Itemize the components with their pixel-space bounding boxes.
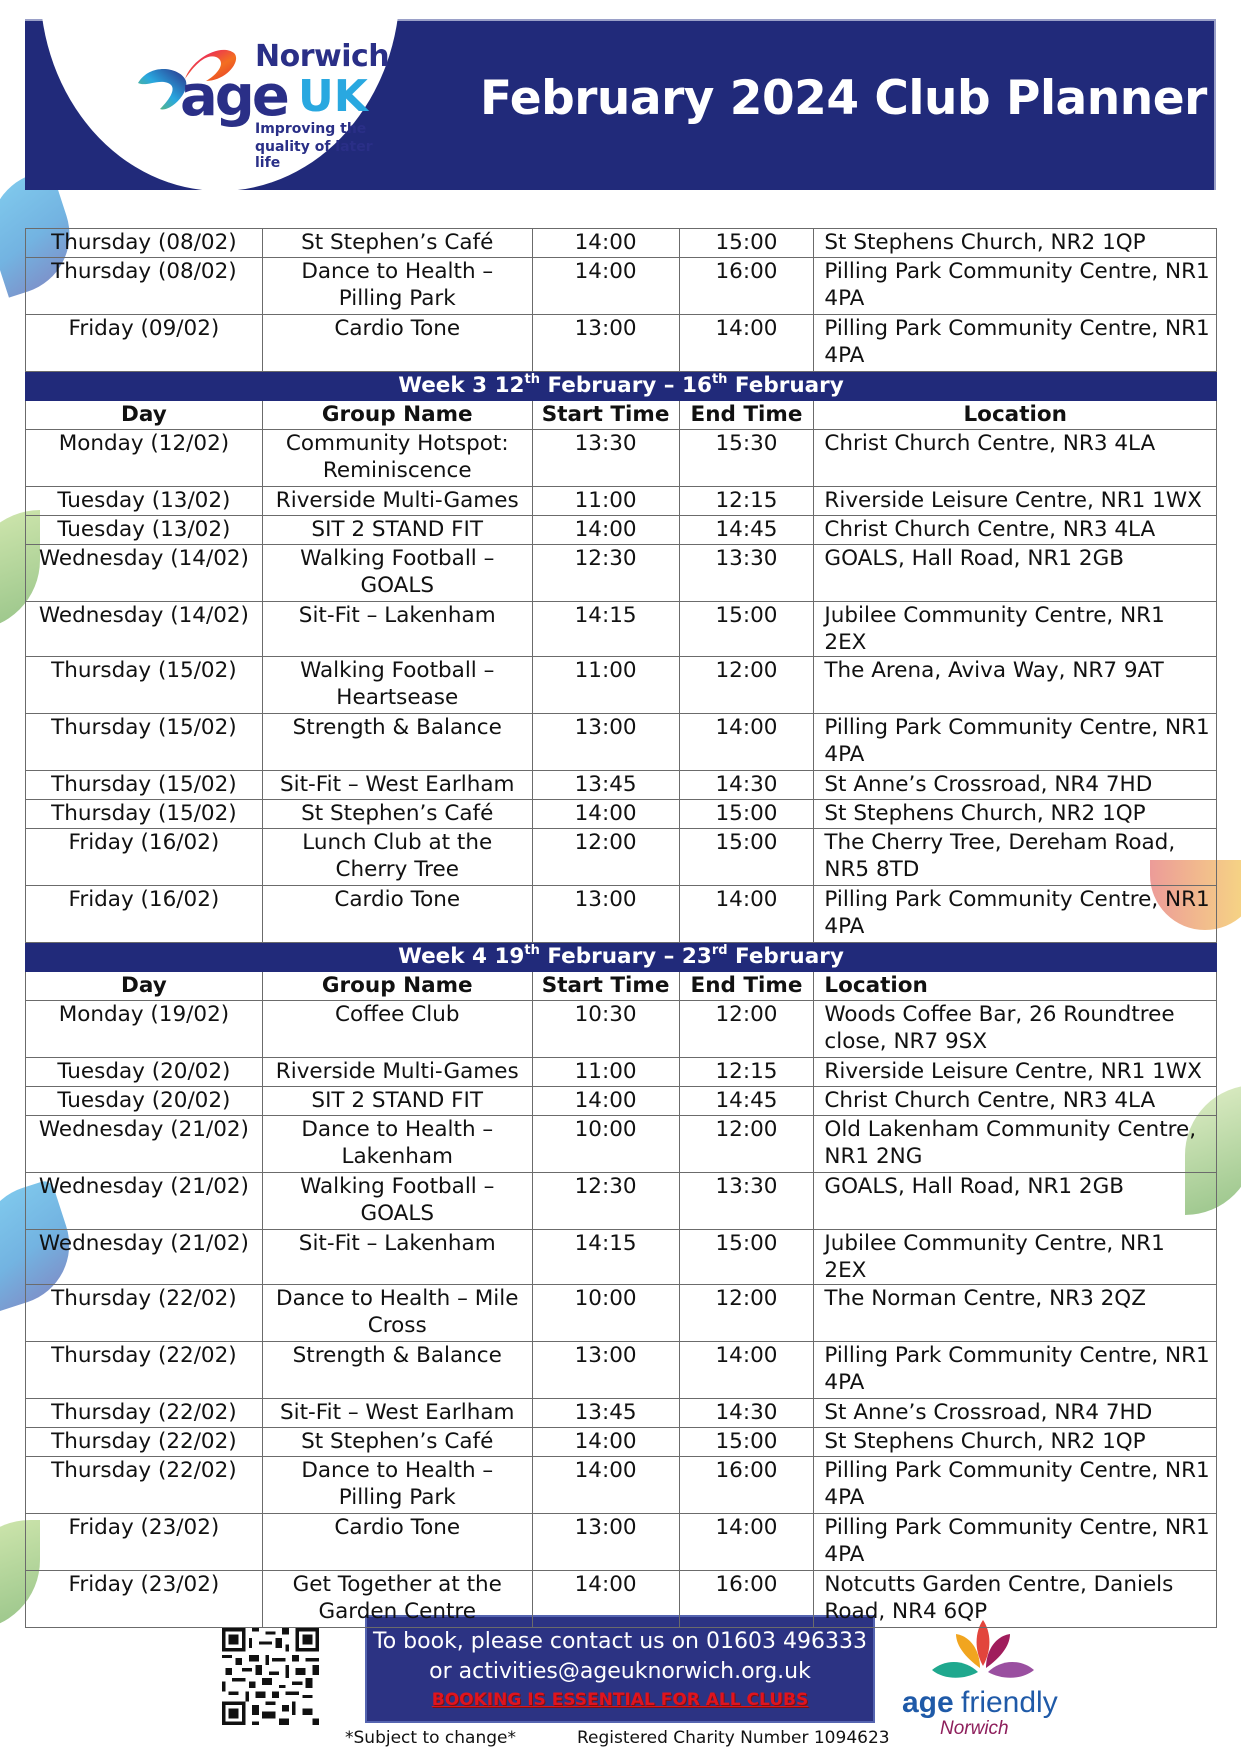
cell-day: Thursday (15/02) xyxy=(26,714,263,771)
cell-group: Dance to Health – Pilling Park xyxy=(262,258,532,315)
header-start: Start Time xyxy=(532,401,679,430)
cell-start: 13:00 xyxy=(532,1514,679,1571)
table-row xyxy=(26,1399,1217,1428)
cell-location: Jubilee Community Centre, NR1 2EX xyxy=(814,602,1217,657)
cell-group: SIT 2 STAND FIT xyxy=(262,1087,532,1116)
subject-to-change-note: *Subject to change* xyxy=(345,1728,516,1748)
week-label: February – 16 xyxy=(540,373,712,398)
cell-location: Pilling Park Community Centre, NR1 4PA xyxy=(814,1514,1217,1571)
cell-group: Riverside Multi-Games xyxy=(262,1058,532,1087)
qr-code-icon[interactable] xyxy=(222,1628,319,1725)
age-friendly-norwich-logo xyxy=(898,1618,1068,1738)
cell-group: Walking Football – GOALS xyxy=(262,545,532,602)
cell-location: GOALS, Hall Road, NR1 2GB xyxy=(814,1173,1217,1230)
cell-location: Riverside Leisure Centre, NR1 1WX xyxy=(814,1058,1217,1087)
cell-end: 16:00 xyxy=(679,1571,814,1628)
cell-group: St Stephen’s Café xyxy=(262,800,532,829)
week-label: February – 23 xyxy=(539,944,712,969)
cell-end: 15:00 xyxy=(679,602,814,657)
week-label: Week 4 19 xyxy=(398,944,525,969)
table-row xyxy=(26,1342,1217,1399)
cell-group: Dance to Health – Mile Cross xyxy=(262,1285,532,1342)
week-label-ordinal: rd xyxy=(711,943,728,958)
cell-start: 14:00 xyxy=(532,229,679,258)
cell-location: Jubilee Community Centre, NR1 2EX xyxy=(814,1230,1217,1285)
cell-group: Cardio Tone xyxy=(262,1514,532,1571)
header-start: Start Time xyxy=(532,972,679,1001)
cell-start: 13:45 xyxy=(532,771,679,800)
contact-email-text[interactable]: or activities@ageuknorwich.org.uk xyxy=(429,1659,811,1684)
cell-start: 12:30 xyxy=(532,1173,679,1230)
cell-end: 15:00 xyxy=(679,1428,814,1457)
cell-day: Thursday (22/02) xyxy=(26,1285,263,1342)
cell-group: Riverside Multi-Games xyxy=(262,487,532,516)
cell-end: 14:00 xyxy=(679,1342,814,1399)
cell-location: Pilling Park Community Centre, NR1 4PA xyxy=(814,315,1217,372)
cell-end: 16:00 xyxy=(679,258,814,315)
cell-start: 14:15 xyxy=(532,1230,679,1285)
cell-day: Tuesday (20/02) xyxy=(26,1087,263,1116)
table-row xyxy=(26,1457,1217,1514)
cell-start: 11:00 xyxy=(532,1058,679,1087)
cell-day: Friday (16/02) xyxy=(26,886,263,943)
cell-end: 12:15 xyxy=(679,1058,814,1087)
logo-background xyxy=(40,0,400,191)
cell-group: Walking Football – Heartsease xyxy=(262,657,532,714)
cell-location: The Norman Centre, NR3 2QZ xyxy=(814,1285,1217,1342)
cell-day: Thursday (08/02) xyxy=(26,229,263,258)
week-label: February xyxy=(727,944,844,969)
cell-group: St Stephen’s Café xyxy=(262,229,532,258)
cell-day: Thursday (22/02) xyxy=(26,1399,263,1428)
cell-end: 14:45 xyxy=(679,1087,814,1116)
cell-location: Pilling Park Community Centre, NR1 4PA xyxy=(814,258,1217,315)
table-row xyxy=(26,1001,1217,1058)
age-friendly-city-text: Norwich xyxy=(940,1718,1009,1739)
cell-location: St Stephens Church, NR2 1QP xyxy=(814,800,1217,829)
cell-day: Tuesday (13/02) xyxy=(26,487,263,516)
cell-location: The Arena, Aviva Way, NR7 9AT xyxy=(814,657,1217,714)
cell-day: Wednesday (21/02) xyxy=(26,1116,263,1173)
column-header-row xyxy=(26,972,1217,1001)
cell-end: 14:00 xyxy=(679,886,814,943)
table-row xyxy=(26,258,1217,315)
cell-end: 14:00 xyxy=(679,315,814,372)
logo-uk-text: UK xyxy=(298,71,368,122)
week-label-ordinal: th xyxy=(524,943,540,958)
cell-start: 11:00 xyxy=(532,657,679,714)
table-row xyxy=(26,1428,1217,1457)
cell-start: 14:00 xyxy=(532,1428,679,1457)
cell-start: 14:00 xyxy=(532,1457,679,1514)
table-row xyxy=(26,1173,1217,1230)
cell-group: SIT 2 STAND FIT xyxy=(262,516,532,545)
age-friendly-friendly-text: friendly xyxy=(961,1686,1058,1719)
table-row xyxy=(26,545,1217,602)
table-row xyxy=(26,516,1217,545)
cell-start: 13:45 xyxy=(532,1399,679,1428)
cell-location: St Stephens Church, NR2 1QP xyxy=(814,229,1217,258)
cell-location: GOALS, Hall Road, NR1 2GB xyxy=(814,545,1217,602)
cell-start: 14:00 xyxy=(532,800,679,829)
cell-group: Lunch Club at the Cherry Tree xyxy=(262,829,532,886)
cell-day: Wednesday (21/02) xyxy=(26,1173,263,1230)
cell-start: 10:30 xyxy=(532,1001,679,1058)
cell-day: Wednesday (14/02) xyxy=(26,545,263,602)
cell-start: 10:00 xyxy=(532,1116,679,1173)
cell-day: Friday (09/02) xyxy=(26,315,263,372)
logo-tagline-2: quality of later life xyxy=(255,139,373,171)
cell-end: 12:00 xyxy=(679,657,814,714)
table-row xyxy=(26,1058,1217,1087)
table-row xyxy=(26,229,1217,258)
table-row xyxy=(26,487,1217,516)
table-row xyxy=(26,1230,1217,1285)
cell-group: Walking Football – GOALS xyxy=(262,1173,532,1230)
cell-start: 13:00 xyxy=(532,315,679,372)
cell-start: 14:00 xyxy=(532,1571,679,1628)
cell-location: Pilling Park Community Centre, NR1 4PA xyxy=(814,886,1217,943)
table-row xyxy=(26,602,1217,657)
cell-group: Strength & Balance xyxy=(262,1342,532,1399)
cell-group: Sit-Fit – West Earlham xyxy=(262,1399,532,1428)
cell-group: Sit-Fit – West Earlham xyxy=(262,771,532,800)
contact-phone-text: To book, please contact us on 01603 496333 xyxy=(373,1629,867,1654)
cell-group: Dance to Health – Lakenham xyxy=(262,1116,532,1173)
page-header xyxy=(25,19,1216,190)
cell-group: Sit-Fit – Lakenham xyxy=(262,602,532,657)
cell-day: Thursday (15/02) xyxy=(26,800,263,829)
week-label-ordinal: th xyxy=(711,372,728,387)
week-4-banner xyxy=(26,943,1217,972)
cell-location: Christ Church Centre, NR3 4LA xyxy=(814,516,1217,545)
cell-day: Monday (19/02) xyxy=(26,1001,263,1058)
header-group: Group Name xyxy=(262,972,532,1001)
cell-day: Wednesday (14/02) xyxy=(26,602,263,657)
cell-start: 13:00 xyxy=(532,714,679,771)
cell-day: Thursday (22/02) xyxy=(26,1342,263,1399)
cell-end: 13:30 xyxy=(679,1173,814,1230)
cell-day: Monday (12/02) xyxy=(26,430,263,487)
cell-group: Get Together at the Garden Centre xyxy=(262,1571,532,1628)
cell-start: 13:00 xyxy=(532,1342,679,1399)
cell-end: 15:00 xyxy=(679,829,814,886)
cell-group: St Stephen’s Café xyxy=(262,1428,532,1457)
week-label: February xyxy=(727,373,844,398)
header-end: End Time xyxy=(679,972,814,1001)
cell-location: Notcutts Garden Centre, Daniels Road, NR4 6QP xyxy=(814,1571,1217,1628)
cell-location: St Anne’s Crossroad, NR4 7HD xyxy=(814,1399,1217,1428)
cell-day: Thursday (15/02) xyxy=(26,657,263,714)
logo-tagline-1: Improving the xyxy=(255,121,367,137)
table-row xyxy=(26,829,1217,886)
cell-start: 14:00 xyxy=(532,516,679,545)
table-row xyxy=(26,430,1217,487)
cell-end: 12:00 xyxy=(679,1001,814,1058)
cell-day: Tuesday (13/02) xyxy=(26,516,263,545)
table-row xyxy=(26,1571,1217,1628)
cell-group: Dance to Health – Pilling Park xyxy=(262,1457,532,1514)
cell-end: 14:00 xyxy=(679,714,814,771)
cell-location: Pilling Park Community Centre, NR1 4PA xyxy=(814,714,1217,771)
table-row xyxy=(26,886,1217,943)
cell-location: The Cherry Tree, Dereham Road, NR5 8TD xyxy=(814,829,1217,886)
header-end: End Time xyxy=(679,401,814,430)
table-row xyxy=(26,657,1217,714)
cell-end: 13:30 xyxy=(679,545,814,602)
header-day: Day xyxy=(26,972,263,1001)
booking-contact-box xyxy=(365,1615,875,1723)
cell-group: Cardio Tone xyxy=(262,315,532,372)
cell-start: 13:30 xyxy=(532,430,679,487)
cell-location: Christ Church Centre, NR3 4LA xyxy=(814,1087,1217,1116)
cell-end: 12:00 xyxy=(679,1116,814,1173)
table-row xyxy=(26,315,1217,372)
header-day: Day xyxy=(26,401,263,430)
table-row xyxy=(26,1514,1217,1571)
cell-day: Friday (16/02) xyxy=(26,829,263,886)
week-3-banner xyxy=(26,372,1217,401)
cell-location: Woods Coffee Bar, 26 Roundtree close, NR7 9SX xyxy=(814,1001,1217,1058)
cell-day: Wednesday (21/02) xyxy=(26,1230,263,1285)
cell-start: 10:00 xyxy=(532,1285,679,1342)
cell-day: Thursday (15/02) xyxy=(26,771,263,800)
club-schedule-table xyxy=(25,228,1217,1628)
cell-start: 11:00 xyxy=(532,487,679,516)
table-row xyxy=(26,1087,1217,1116)
cell-group: Cardio Tone xyxy=(262,886,532,943)
cell-end: 12:00 xyxy=(679,1285,814,1342)
cell-end: 16:00 xyxy=(679,1457,814,1514)
page-title: February 2024 Club Planner xyxy=(480,71,1207,126)
cell-location: Pilling Park Community Centre, NR1 4PA xyxy=(814,1457,1217,1514)
cell-start: 14:15 xyxy=(532,602,679,657)
header-location: Location xyxy=(814,401,1217,430)
cell-location: Old Lakenham Community Centre, NR1 2NG xyxy=(814,1116,1217,1173)
cell-location: St Anne’s Crossroad, NR4 7HD xyxy=(814,771,1217,800)
cell-end: 15:00 xyxy=(679,1230,814,1285)
week-label: Week 3 12 xyxy=(398,373,525,398)
cell-day: Friday (23/02) xyxy=(26,1571,263,1628)
cell-group: Strength & Balance xyxy=(262,714,532,771)
cell-day: Thursday (08/02) xyxy=(26,258,263,315)
cell-end: 14:30 xyxy=(679,1399,814,1428)
table-row xyxy=(26,714,1217,771)
age-friendly-age-text: age xyxy=(902,1686,954,1719)
cell-start: 14:00 xyxy=(532,1087,679,1116)
cell-day: Thursday (22/02) xyxy=(26,1457,263,1514)
cell-group: Sit-Fit – Lakenham xyxy=(262,1230,532,1285)
age-uk-logo xyxy=(130,29,400,179)
cell-start: 14:00 xyxy=(532,258,679,315)
charity-number: Registered Charity Number 1094623 xyxy=(577,1728,890,1748)
cell-group: Community Hotspot: Reminiscence xyxy=(262,430,532,487)
column-header-row xyxy=(26,401,1217,430)
cell-start: 12:00 xyxy=(532,829,679,886)
cell-end: 15:30 xyxy=(679,430,814,487)
cell-location: St Stephens Church, NR2 1QP xyxy=(814,1428,1217,1457)
logo-city: Norwich xyxy=(255,39,390,74)
week-label-ordinal: th xyxy=(524,372,540,387)
cell-day: Tuesday (20/02) xyxy=(26,1058,263,1087)
cell-group: Coffee Club xyxy=(262,1001,532,1058)
table-row xyxy=(26,1116,1217,1173)
logo-age-text: age xyxy=(180,64,287,129)
cell-day: Thursday (22/02) xyxy=(26,1428,263,1457)
cell-start: 13:00 xyxy=(532,886,679,943)
cell-end: 14:00 xyxy=(679,1514,814,1571)
cell-end: 12:15 xyxy=(679,487,814,516)
header-location: Location xyxy=(814,972,1217,1001)
cell-end: 14:30 xyxy=(679,771,814,800)
table-row xyxy=(26,771,1217,800)
cell-end: 15:00 xyxy=(679,800,814,829)
cell-location: Riverside Leisure Centre, NR1 1WX xyxy=(814,487,1217,516)
cell-location: Christ Church Centre, NR3 4LA xyxy=(814,430,1217,487)
booking-warning: BOOKING IS ESSENTIAL FOR ALL CLUBS xyxy=(431,1690,809,1710)
table-row xyxy=(26,1285,1217,1342)
table-row xyxy=(26,800,1217,829)
cell-start: 12:30 xyxy=(532,545,679,602)
cell-location: Pilling Park Community Centre, NR1 4PA xyxy=(814,1342,1217,1399)
cell-end: 15:00 xyxy=(679,229,814,258)
cell-day: Friday (23/02) xyxy=(26,1514,263,1571)
cell-end: 14:45 xyxy=(679,516,814,545)
header-group: Group Name xyxy=(262,401,532,430)
